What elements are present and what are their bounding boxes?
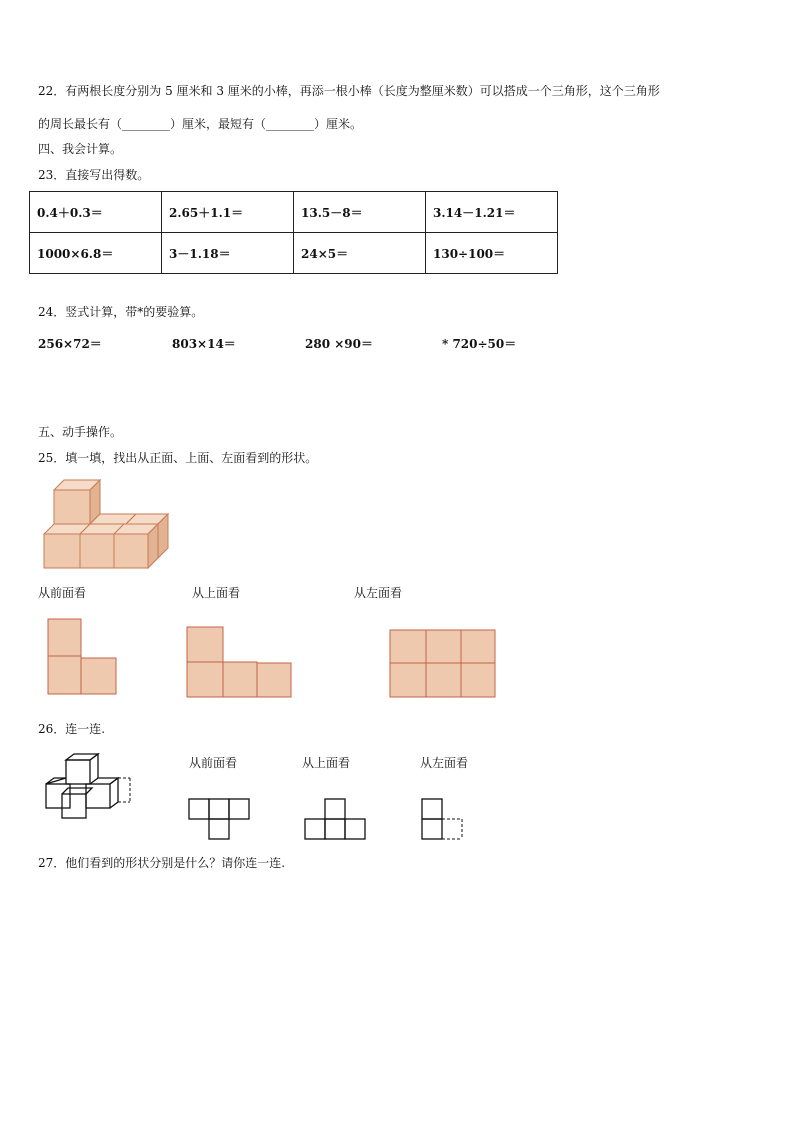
table-row: [30, 192, 558, 233]
section-5-heading: 五、动手操作。: [38, 425, 123, 439]
q24-item: 280 ×90＝: [305, 337, 373, 351]
q24-item: 803×14＝: [172, 337, 236, 351]
view-label-top: 从上面看: [192, 586, 241, 600]
view-label-front: 从前面看: [38, 586, 87, 600]
calc-cell: 2.65＋1.1＝: [162, 192, 294, 233]
q25-front-view-shape: [47, 618, 119, 696]
q22-line2: 的周长最长有（________）厘米，最短有（________）厘米。: [38, 117, 363, 131]
calc-cell: 1000×6.8＝: [30, 233, 162, 274]
q26-label-top: 从上面看: [302, 756, 351, 770]
view-label-left: 从左面看: [354, 586, 403, 600]
calc-cell: 130÷100＝: [426, 233, 558, 274]
q27-title: 27．他们看到的形状分别是什么？请你连一连.: [38, 856, 286, 870]
q26-left-view-outline: [420, 797, 466, 841]
q26-label-left: 从左面看: [420, 756, 469, 770]
calc-cell: 3.14－1.21＝: [426, 192, 558, 233]
q26-cube-figure: [44, 752, 136, 822]
calc-cell: 0.4＋0.3＝: [30, 192, 162, 233]
q23-title: 23．直接写出得数。: [38, 168, 150, 182]
q24-title: 24．竖式计算，带*的要验算。: [38, 305, 204, 319]
q24-item: * 720÷50＝: [442, 337, 517, 351]
q26-label-front: 从前面看: [189, 756, 238, 770]
q25-left-view-shape: [389, 629, 497, 699]
table-row: [30, 233, 558, 274]
q25-title: 25．填一填，找出从正面、上面、左面看到的形状。: [38, 451, 318, 465]
calc-cell: 24×5＝: [294, 233, 426, 274]
q25-cube-stack-figure: [40, 476, 172, 572]
q24-item: 256×72＝: [38, 337, 102, 351]
q26-top-view-outline: [303, 797, 367, 841]
q22-line1: 22．有两根长度分别为 5 厘米和 3 厘米的小棒，再添一根小棒（长度为整厘米数）可以搭成一个三角形，这个三角形: [38, 84, 660, 98]
calc-cell: 13.5－8＝: [294, 192, 426, 233]
q23-calc-table: [29, 191, 558, 274]
q26-title: 26．连一连.: [38, 722, 106, 736]
q25-top-view-shape: [186, 626, 294, 698]
q26-front-view-outline: [187, 797, 251, 841]
section-4-heading: 四、我会计算。: [38, 142, 123, 156]
calc-cell: 3－1.18＝: [162, 233, 294, 274]
